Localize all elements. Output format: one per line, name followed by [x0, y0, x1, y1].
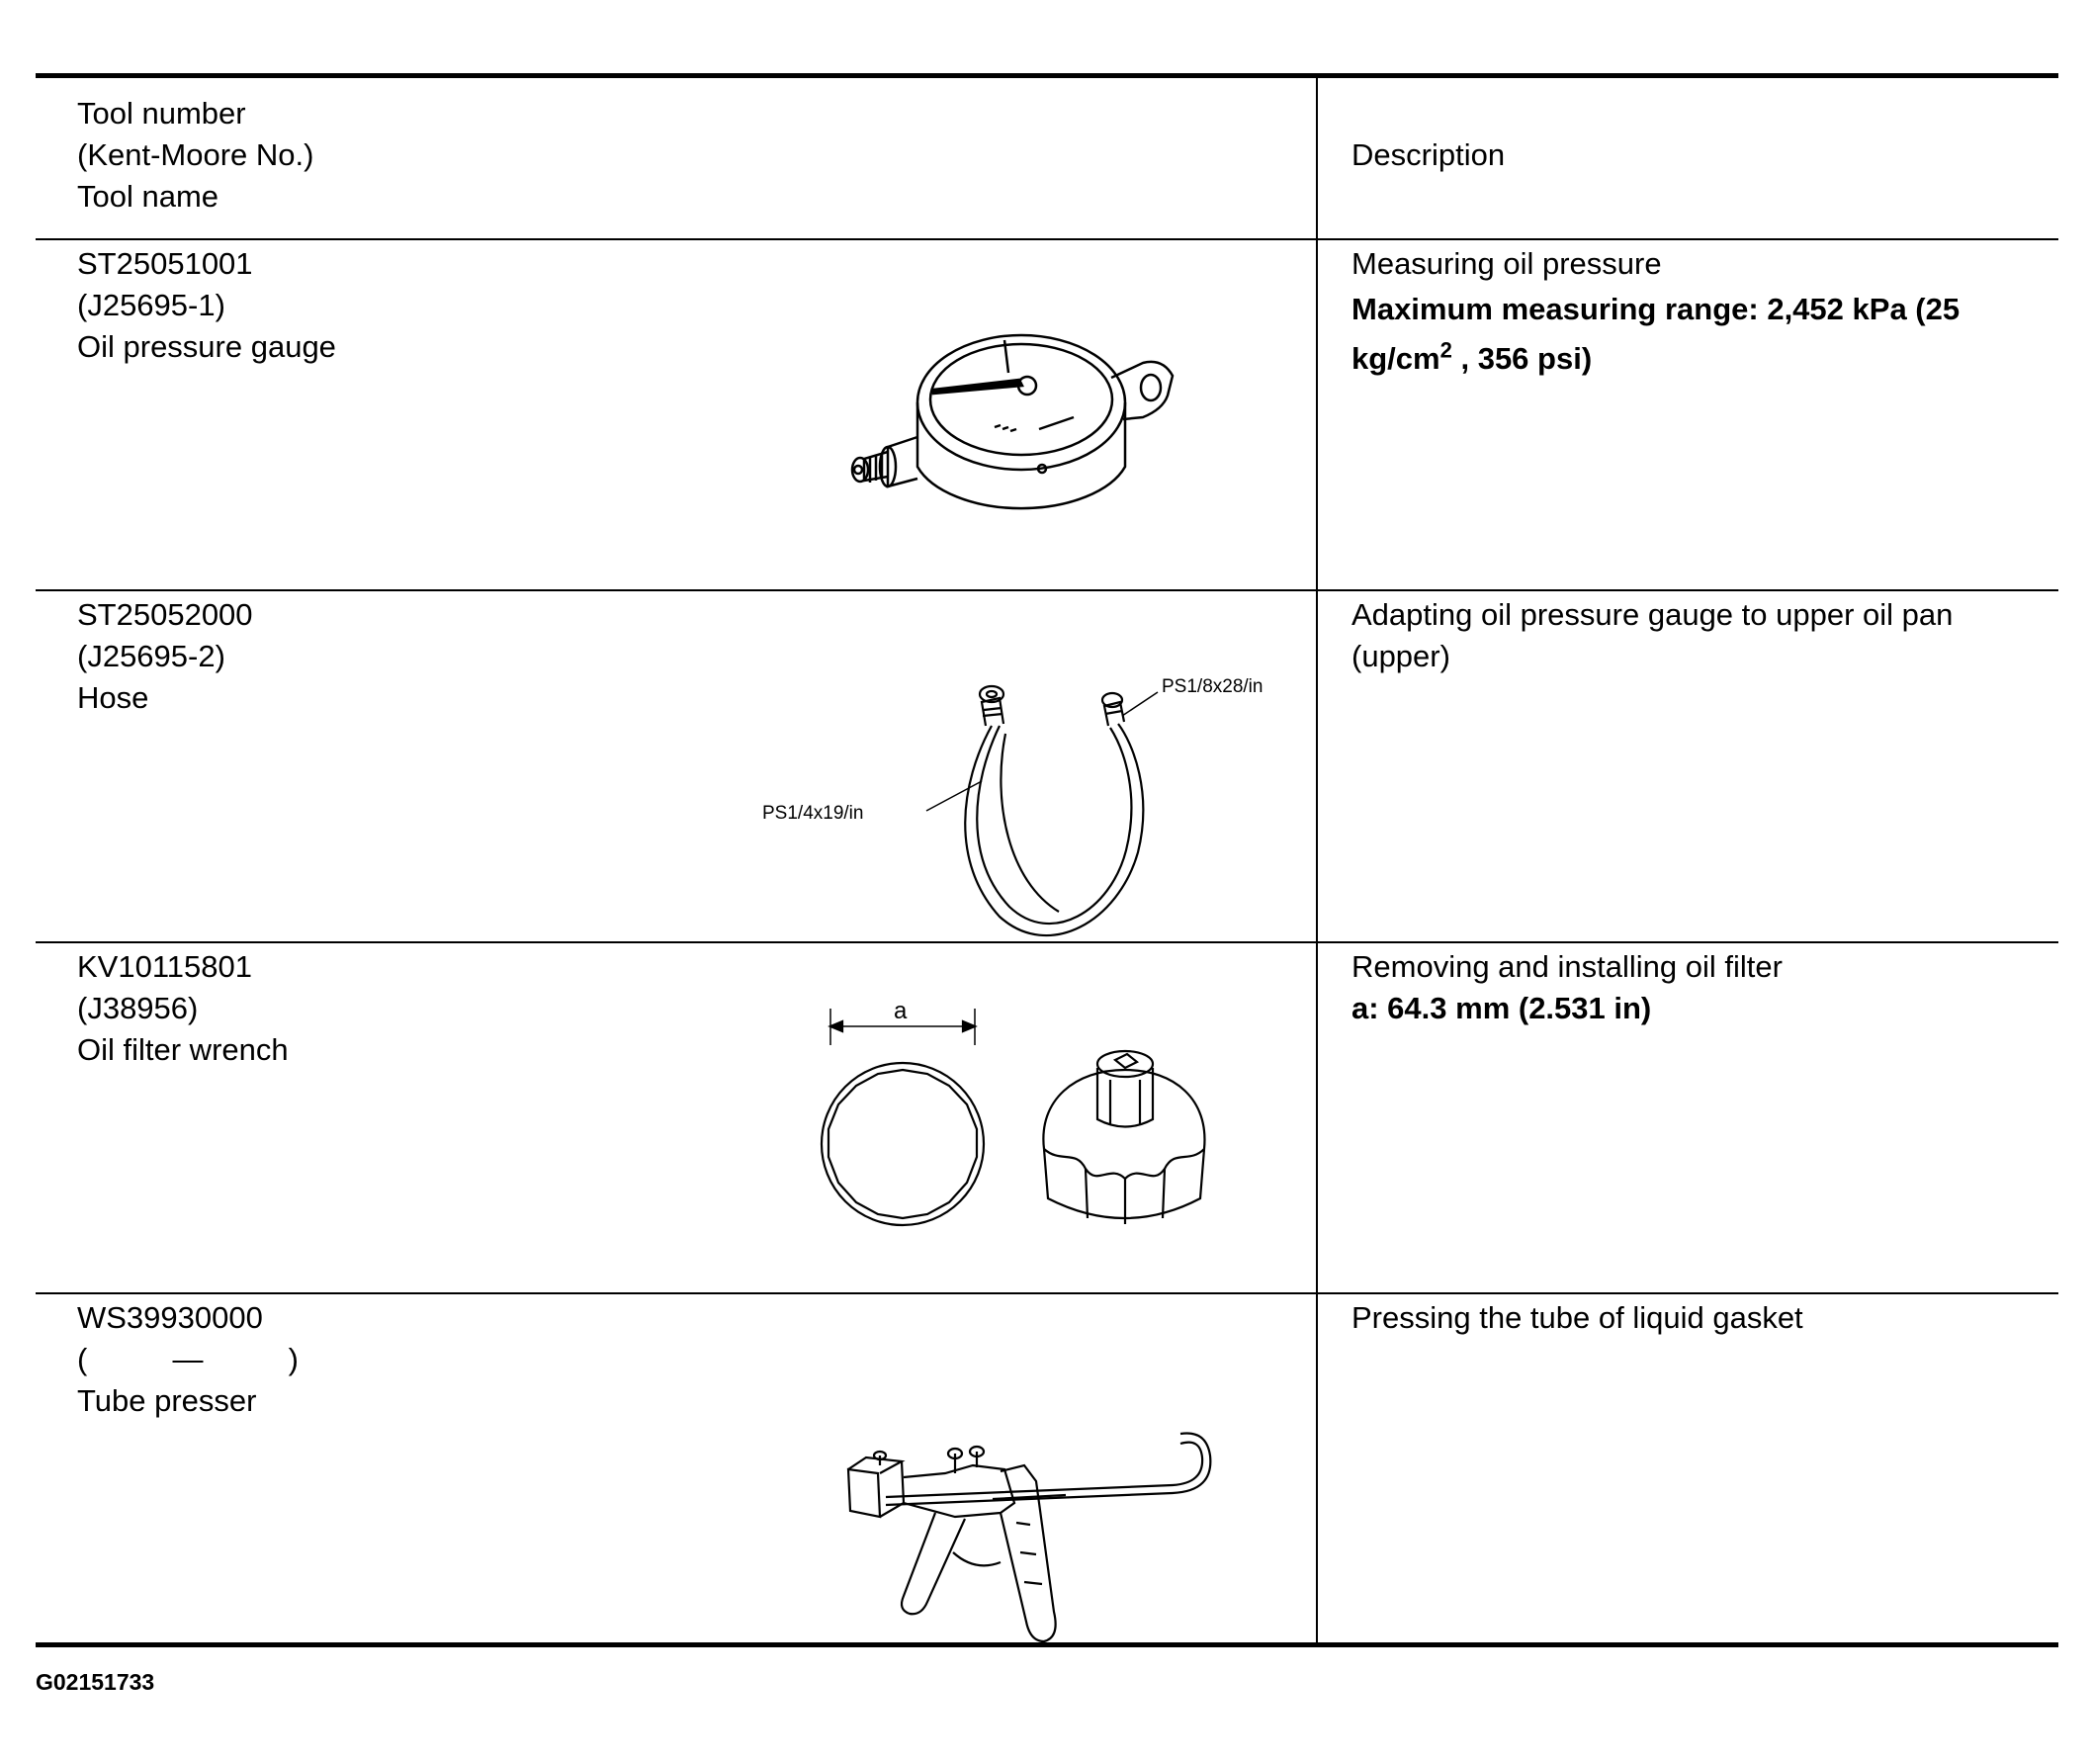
kent-moore-number: ( — ) — [77, 1342, 299, 1376]
row-rule — [36, 589, 2058, 591]
hose-drawing — [762, 664, 1276, 961]
hose-callout-left: PS1/4x19/in — [762, 803, 864, 824]
row-description — [1351, 594, 2044, 677]
spec-part: , 356 psi) — [1451, 341, 1593, 376]
tool-number: KV10115801 — [77, 949, 252, 984]
spec-superscript: 2 — [1439, 337, 1452, 363]
tool-name: Tube presser — [77, 1383, 257, 1418]
oil-filter-wrench-drawing — [779, 991, 1224, 1278]
tool-number: ST25051001 — [77, 246, 253, 281]
table-row — [77, 594, 253, 719]
description-text: Removing and installing oil filter — [1351, 949, 1783, 984]
kent-moore-number: (J25695-2) — [77, 639, 225, 673]
description-text: Adapting oil pressure gauge to upper oil pan (upper) — [1351, 597, 1954, 673]
header-tool-name: Tool name — [77, 179, 219, 214]
spec-text — [1351, 285, 2044, 384]
table-row — [77, 243, 336, 368]
column-divider — [1316, 78, 1318, 1642]
tube-presser-drawing — [807, 1374, 1222, 1661]
row-rule — [36, 1292, 2058, 1294]
header-tool-number: Tool number — [77, 96, 246, 131]
row-description — [1351, 1297, 2044, 1339]
hose-callout-right: PS1/8x28/in — [1162, 676, 1264, 697]
spec-text: a: 64.3 mm (2.531 in) — [1351, 991, 1652, 1025]
table-row — [77, 1297, 299, 1422]
tool-name: Oil filter wrench — [77, 1032, 289, 1067]
header-tool-column — [77, 93, 313, 218]
header-rule — [36, 238, 2058, 240]
spec-part: Maximum measuring range: 2,452 kPa (25 kg/cm — [1351, 292, 1961, 376]
oil-pressure-gauge-drawing — [846, 318, 1182, 566]
table-top-rule — [36, 73, 2058, 78]
kent-moore-number: (J38956) — [77, 991, 199, 1025]
tool-name: Oil pressure gauge — [77, 329, 336, 364]
description-text: Measuring oil pressure — [1351, 246, 1662, 281]
tool-name: Hose — [77, 680, 149, 715]
figure-id: G02151733 — [36, 1669, 155, 1695]
kent-moore-number: (J25695-1) — [77, 288, 225, 322]
tool-number: ST25052000 — [77, 597, 253, 632]
dimension-label: a — [894, 998, 908, 1024]
header-kent-moore: (Kent-Moore No.) — [77, 137, 314, 172]
header-description: Description — [1351, 137, 1506, 172]
row-description — [1351, 243, 2044, 384]
tool-number: WS39930000 — [77, 1300, 263, 1335]
description-text: Pressing the tube of liquid gasket — [1351, 1300, 1803, 1335]
table-row — [77, 946, 289, 1071]
row-description — [1351, 946, 2044, 1029]
